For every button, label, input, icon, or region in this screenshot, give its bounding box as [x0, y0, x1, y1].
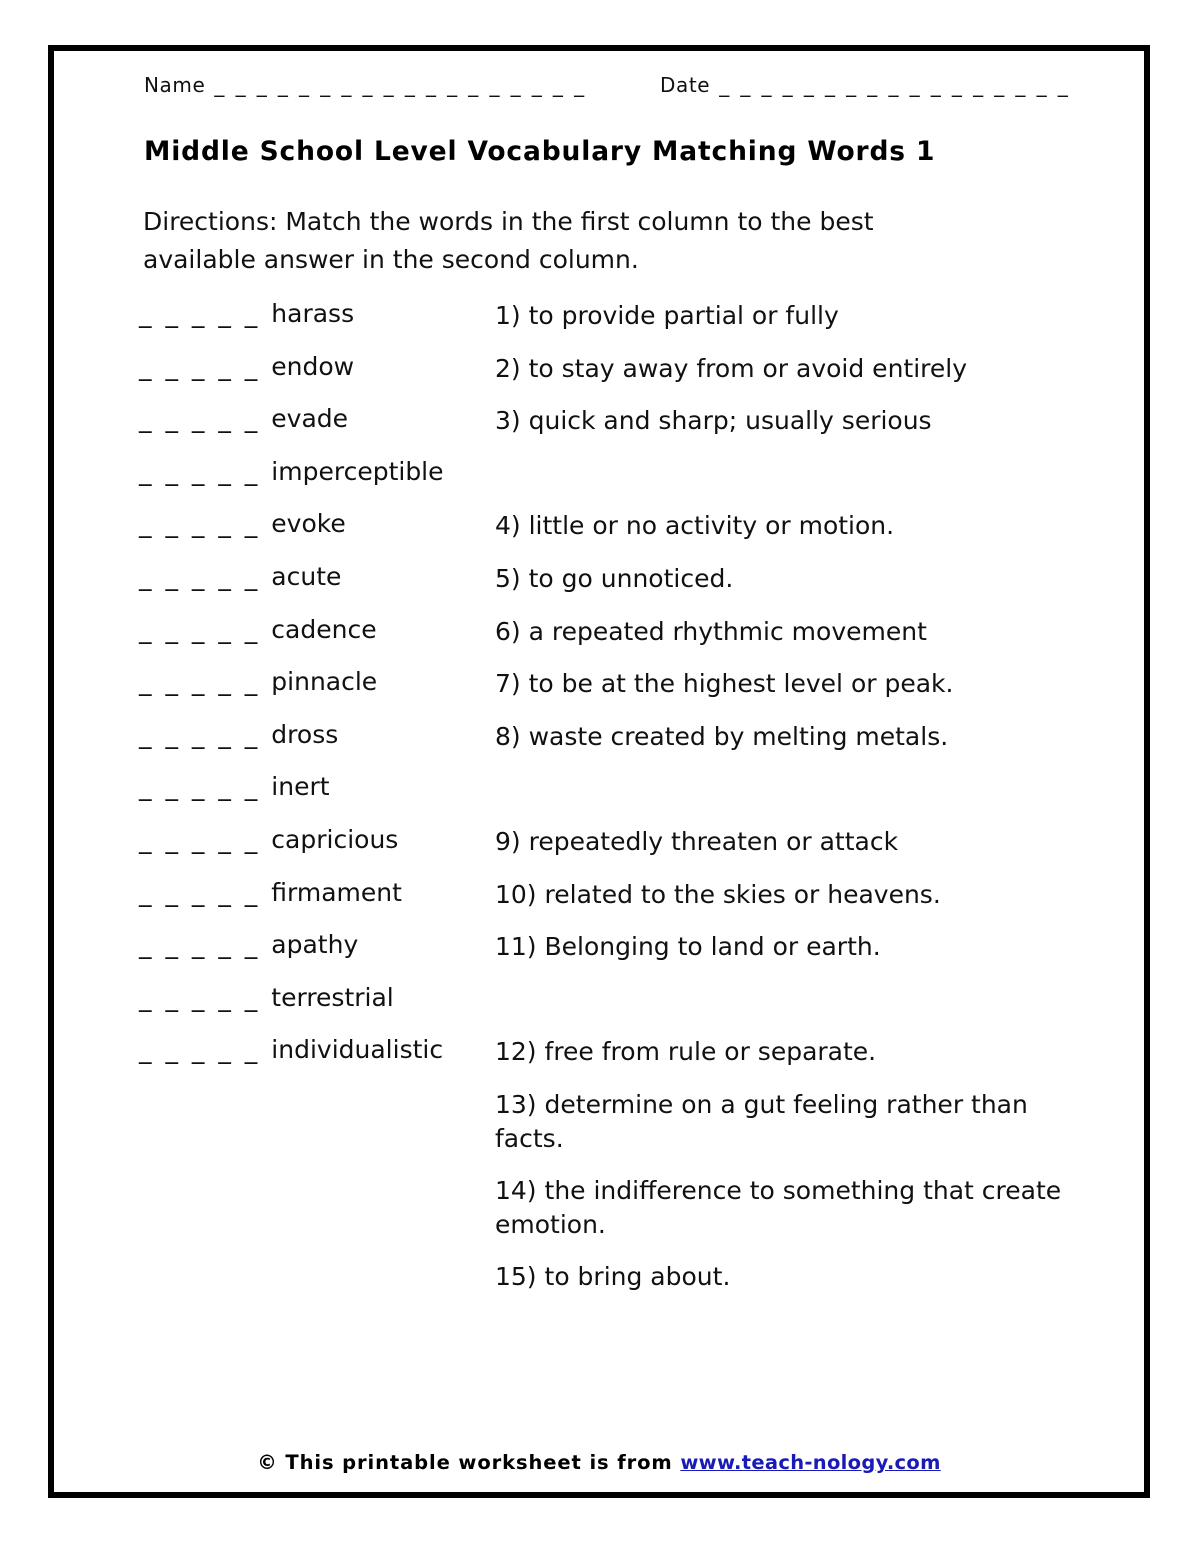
word-label: pinnacle — [271, 667, 378, 697]
word-label: evade — [271, 404, 349, 434]
matching-exercise — [54, 299, 1144, 1319]
answer-blank[interactable]: _ _ _ _ _ — [139, 1035, 261, 1065]
definitions-column — [493, 299, 1093, 1313]
definition-row: 10) related to the skies or heavens. — [495, 879, 941, 909]
word-label: evoke — [271, 509, 346, 539]
definition-row: 12) free from rule or separate. — [495, 1037, 877, 1067]
definition-row: 15) to bring about. — [495, 1261, 731, 1291]
definition-row: 5) to go unnoticed. — [495, 563, 734, 593]
name-input-rule[interactable]: _ _ _ _ _ _ _ _ _ _ _ _ _ _ _ _ _ _ — [214, 73, 587, 97]
answer-blank[interactable]: _ _ _ _ _ — [139, 824, 261, 854]
word-label: endow — [271, 351, 355, 381]
date-field-group[interactable] — [660, 73, 1070, 97]
answer-blank[interactable]: _ _ _ _ _ — [139, 404, 261, 434]
word-label: imperceptible — [271, 456, 444, 486]
answer-blank[interactable]: _ _ _ _ _ — [139, 561, 261, 591]
date-label: Date — [660, 73, 711, 97]
word-label: firmament — [271, 877, 402, 907]
word-label: capricious — [271, 824, 399, 854]
word-label: acute — [271, 561, 342, 591]
definition-row: 8) waste created by melting metals. — [495, 721, 949, 751]
answer-blank[interactable]: _ _ _ _ _ — [139, 930, 261, 960]
word-label: cadence — [271, 614, 377, 644]
name-field-group[interactable] — [144, 73, 586, 97]
definition-row: 6) a repeated rhythmic movement — [495, 616, 927, 646]
answer-blank[interactable]: _ _ _ _ _ — [139, 982, 261, 1012]
footer-website-link[interactable]: www.teach-nology.com — [680, 1451, 941, 1474]
answer-blank[interactable]: _ _ _ _ _ — [139, 877, 261, 907]
word-row[interactable] — [139, 562, 499, 615]
definition-row: 14) the indifference to something that create emotion. — [495, 1175, 1062, 1239]
header-row — [144, 73, 1104, 113]
word-label: dross — [271, 719, 339, 749]
answer-blank[interactable]: _ _ _ _ _ — [139, 299, 261, 328]
word-row[interactable] — [139, 720, 499, 773]
word-label: inert — [271, 772, 330, 802]
word-row[interactable] — [139, 352, 499, 405]
word-row[interactable] — [139, 772, 499, 825]
definition-row: 7) to be at the highest level or peak. — [495, 669, 954, 699]
footer-attribution — [54, 1451, 1144, 1474]
name-label: Name — [144, 73, 206, 97]
definition-row: 9) repeatedly threaten or attack — [495, 826, 899, 856]
answer-blank[interactable]: _ _ _ _ _ — [139, 614, 261, 644]
definition-row: 13) determine on a gut feeling rather than facts. — [495, 1089, 1028, 1153]
word-label: harass — [271, 299, 355, 328]
definition-row: 2) to stay away from or avoid entirely — [495, 353, 968, 383]
word-row[interactable] — [139, 930, 499, 983]
words-column — [139, 299, 499, 1088]
word-row[interactable] — [139, 878, 499, 931]
word-label: individualistic — [271, 1035, 444, 1065]
worksheet-frame — [48, 45, 1150, 1498]
answer-blank[interactable]: _ _ _ _ _ — [139, 509, 261, 539]
answer-blank[interactable]: _ _ _ _ _ — [139, 667, 261, 697]
answer-blank[interactable]: _ _ _ _ _ — [139, 351, 261, 381]
word-row[interactable] — [139, 825, 499, 878]
word-row[interactable] — [139, 509, 499, 562]
footer-copyright-text: © This printable worksheet is from — [257, 1451, 681, 1474]
page-title: Middle School Level Vocabulary Matching Words 1 — [144, 136, 936, 167]
word-row[interactable] — [139, 404, 499, 457]
word-label: terrestrial — [271, 982, 394, 1012]
word-row[interactable] — [139, 299, 499, 352]
answer-blank[interactable]: _ _ _ _ _ — [139, 456, 261, 486]
date-input-rule[interactable]: _ _ _ _ _ _ _ _ _ _ _ _ _ _ _ _ _ — [719, 73, 1071, 97]
word-row[interactable] — [139, 1035, 499, 1088]
directions-text: Directions: Match the words in the first column to the best available answer in the second column. — [143, 207, 874, 274]
answer-blank[interactable]: _ _ _ _ _ — [139, 772, 261, 802]
word-label: apathy — [271, 930, 359, 960]
definition-row: 11) Belonging to land or earth. — [495, 932, 881, 962]
word-row[interactable] — [139, 457, 499, 510]
answer-blank[interactable]: _ _ _ _ _ — [139, 719, 261, 749]
definition-row: 4) little or no activity or motion. — [495, 511, 895, 541]
word-row[interactable] — [139, 615, 499, 668]
definition-row: 1) to provide partial or fully — [495, 301, 839, 330]
word-row[interactable] — [139, 667, 499, 720]
definition-row: 3) quick and sharp; usually serious — [495, 406, 932, 436]
word-row[interactable] — [139, 983, 499, 1036]
